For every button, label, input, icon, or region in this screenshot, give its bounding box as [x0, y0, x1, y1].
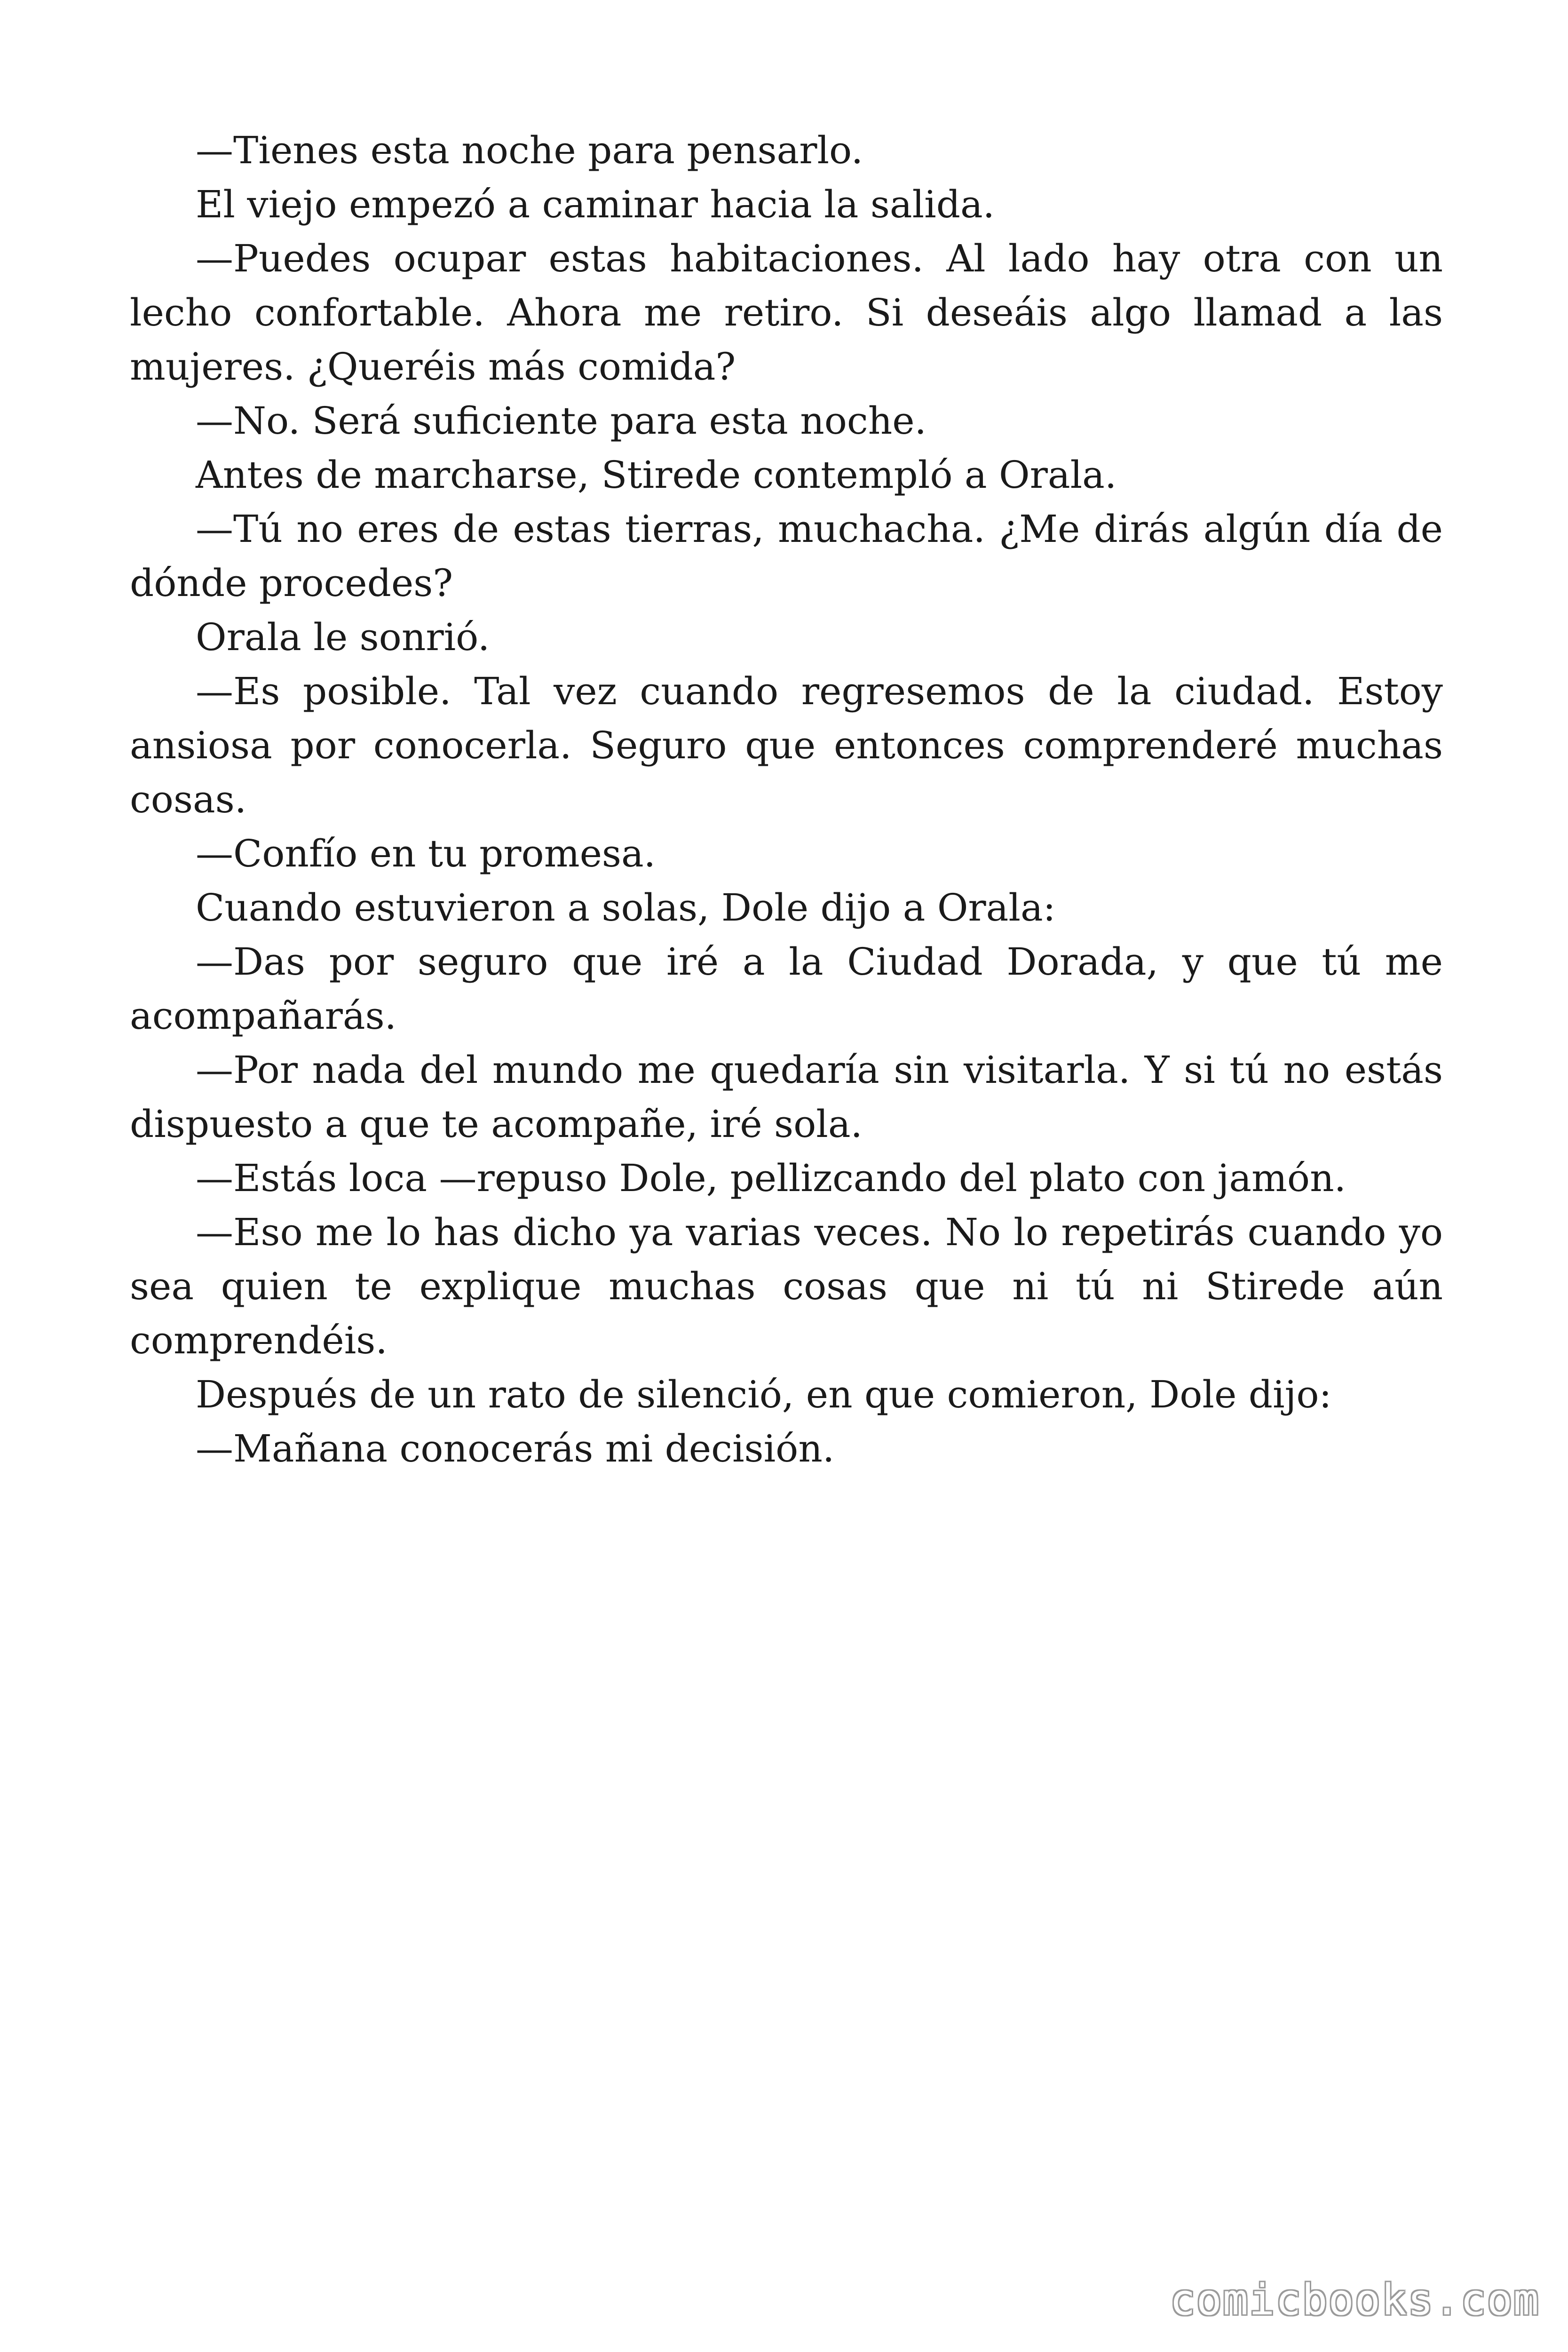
paragraph: Cuando estuvieron a solas, Dole dijo a Orala:	[196, 886, 1056, 930]
page-body	[130, 123, 1443, 1476]
paragraph: —Es posible. Tal vez cuando regresemos de la ciudad. Estoy ansiosa por conocerla. Seguro que entonces comprenderé muchas cosas.	[130, 669, 1443, 821]
paragraph: —Confío en tu promesa.	[196, 832, 656, 875]
paragraph: —Eso me lo has dicho ya varias veces. No lo repetirás cuando yo sea quien te explique muchas cosas que ni tú ni Stirede aún comprendéis.	[130, 1210, 1443, 1362]
paragraph: —Tú no eres de estas tierras, muchacha. ¿Me dirás algún día de dónde procedes?	[130, 507, 1443, 605]
paragraph: —Estás loca —repuso Dole, pellizcando del plato con jamón.	[196, 1156, 1346, 1200]
paragraph: —Mañana conocerás mi decisión.	[196, 1427, 835, 1470]
paragraph: Orala le sonrió.	[196, 615, 490, 659]
paragraph: Después de un rato de silenció, en que comieron, Dole dijo:	[196, 1373, 1332, 1416]
paragraph: Antes de marcharse, Stirede contempló a Orala.	[196, 453, 1117, 497]
paragraph: El viejo empezó a caminar hacia la salida.	[196, 183, 995, 226]
watermark: comicbooks.com	[1170, 2275, 1540, 2325]
paragraph: —Puedes ocupar estas habitaciones. Al lado hay otra con un lecho confortable. Ahora me retiro. Si deseáis algo llamad a las mujeres. ¿Queréis más comida?	[130, 237, 1443, 389]
paragraph: —Tienes esta noche para pensarlo.	[196, 128, 863, 172]
paragraph: —Por nada del mundo me quedaría sin visitarla. Y si tú no estás dispuesto a que te acompañe, iré sola.	[130, 1048, 1443, 1146]
paragraph: —Das por seguro que iré a la Ciudad Dorada, y que tú me acompañarás.	[130, 940, 1443, 1038]
paragraph: —No. Será suficiente para esta noche.	[196, 399, 927, 443]
